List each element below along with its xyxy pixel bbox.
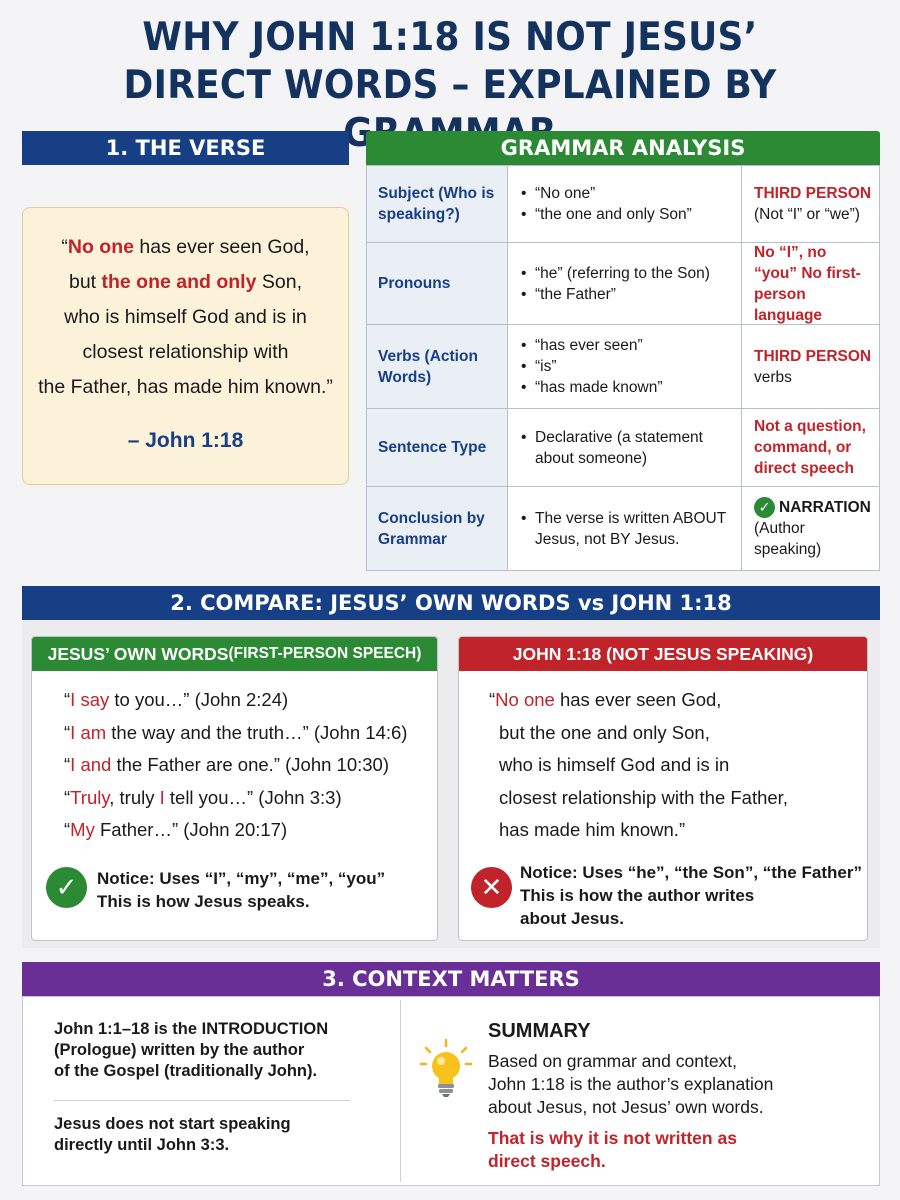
table-row <box>367 166 879 242</box>
list-item: “I am the way and the truth…” (John 14:6) <box>64 721 408 743</box>
list-item: “My Father…” (John 20:17) <box>64 819 288 840</box>
list-item: “I and the Father are one.” (John 10:30) <box>64 754 389 775</box>
row-items: • Declarative (a statement about someone) <box>508 409 742 486</box>
verse-card <box>22 207 349 485</box>
row-label: Pronouns <box>367 243 508 324</box>
row-conclusion: ✓ NARRATION (Author speaking) <box>754 498 871 559</box>
summary-block <box>488 1018 773 1173</box>
john-1-18-box <box>458 636 868 941</box>
title-line-2: DIRECT WORDS – EXPLAINED BY <box>123 63 777 108</box>
x-circle-icon: ✕ <box>471 867 512 908</box>
context-introduction: John 1:1–18 is the INTRODUCTION (Prologue) written by the author of the Gospel (traditionally John). <box>54 1020 329 1080</box>
grammar-analysis-header: GRAMMAR ANALYSIS <box>366 131 880 165</box>
check-circle-icon: ✓ <box>754 497 775 518</box>
row-label: Subject (Who is speaking?) <box>367 166 508 242</box>
grammar-table <box>366 165 880 571</box>
paragraph-divider <box>54 1100 350 1101</box>
john-1-18-header: JOHN 1:18 (NOT JESUS SPEAKING) <box>459 637 867 671</box>
row-label: Sentence Type <box>367 409 508 486</box>
section-1-header: 1. THE VERSE <box>22 131 349 165</box>
row-label: Conclusion by Grammar <box>367 487 508 570</box>
lightbulb-icon <box>420 1038 472 1098</box>
table-row <box>367 242 879 324</box>
jesus-own-words-header: JESUS’ OWN WORDS (FIRST-PERSON SPEECH) <box>32 637 437 671</box>
summary-title: SUMMARY <box>488 1020 591 1042</box>
title-line-1: WHY JOHN 1:18 IS NOT JESUS’ <box>142 15 758 60</box>
row-items: • The verse is written ABOUT Jesus, not BY Jesus. <box>508 487 742 570</box>
row-label: Verbs (Action Words) <box>367 325 508 408</box>
section-3-header: 3. CONTEXT MATTERS <box>22 962 880 996</box>
row-conclusion: THIRD PERSON verbs <box>754 347 872 386</box>
table-row <box>367 324 879 408</box>
jesus-notice: ✓ Notice: Uses “I”, “my”, “me”, “you” This is how Jesus speaks. <box>46 867 385 913</box>
table-row <box>367 486 879 570</box>
list-item: “Truly, truly I tell you…” (John 3:3) <box>64 786 342 808</box>
row-conclusion: No “I”, no “you” No first-person language <box>754 243 861 324</box>
row-items: • “has ever seen” • “is” • “has made known” <box>508 325 742 408</box>
check-circle-icon: ✓ <box>46 867 87 908</box>
column-divider <box>400 1000 401 1182</box>
verse-reference: – John 1:18 <box>127 429 244 452</box>
table-row <box>367 408 879 486</box>
row-conclusion: Not a question, command, or direct speech <box>754 418 866 477</box>
row-items: • “No one” • “the one and only Son” <box>508 166 742 242</box>
author-notice: ✕ Notice: Uses “he”, “the Son”, “the Father” This is how the author writes about Jesus. <box>471 861 862 930</box>
row-items: • “he” (referring to the Son) • “the Father” <box>508 243 742 324</box>
section-2-header: 2. COMPARE: JESUS’ OWN WORDS vs JOHN 1:18 <box>22 586 880 620</box>
john-verse-text: “No one has ever seen God, but the one and only Son, who is himself God and is in closest relationship with the Father, has made him known.” <box>489 689 788 840</box>
summary-conclusion: That is why it is not written as direct speech. <box>488 1128 737 1171</box>
list-item: “I say to you…” (John 2:24) <box>64 689 289 710</box>
jesus-own-words-box <box>31 636 438 941</box>
summary-text: Based on grammar and context, John 1:18 is the author’s explanation about Jesus, not Jesus’ own words. <box>488 1051 774 1117</box>
context-jesus-speaking: Jesus does not start speaking directly until John 3:3. <box>54 1115 291 1154</box>
verse-text: “No one has ever seen God, but the one and only Son, who is himself God and is in closest relationship with the Father, has made him known.” <box>38 236 333 398</box>
row-conclusion: THIRD PERSON (Not “I” or “we”) <box>754 185 872 223</box>
jesus-quotes-list <box>64 684 407 847</box>
